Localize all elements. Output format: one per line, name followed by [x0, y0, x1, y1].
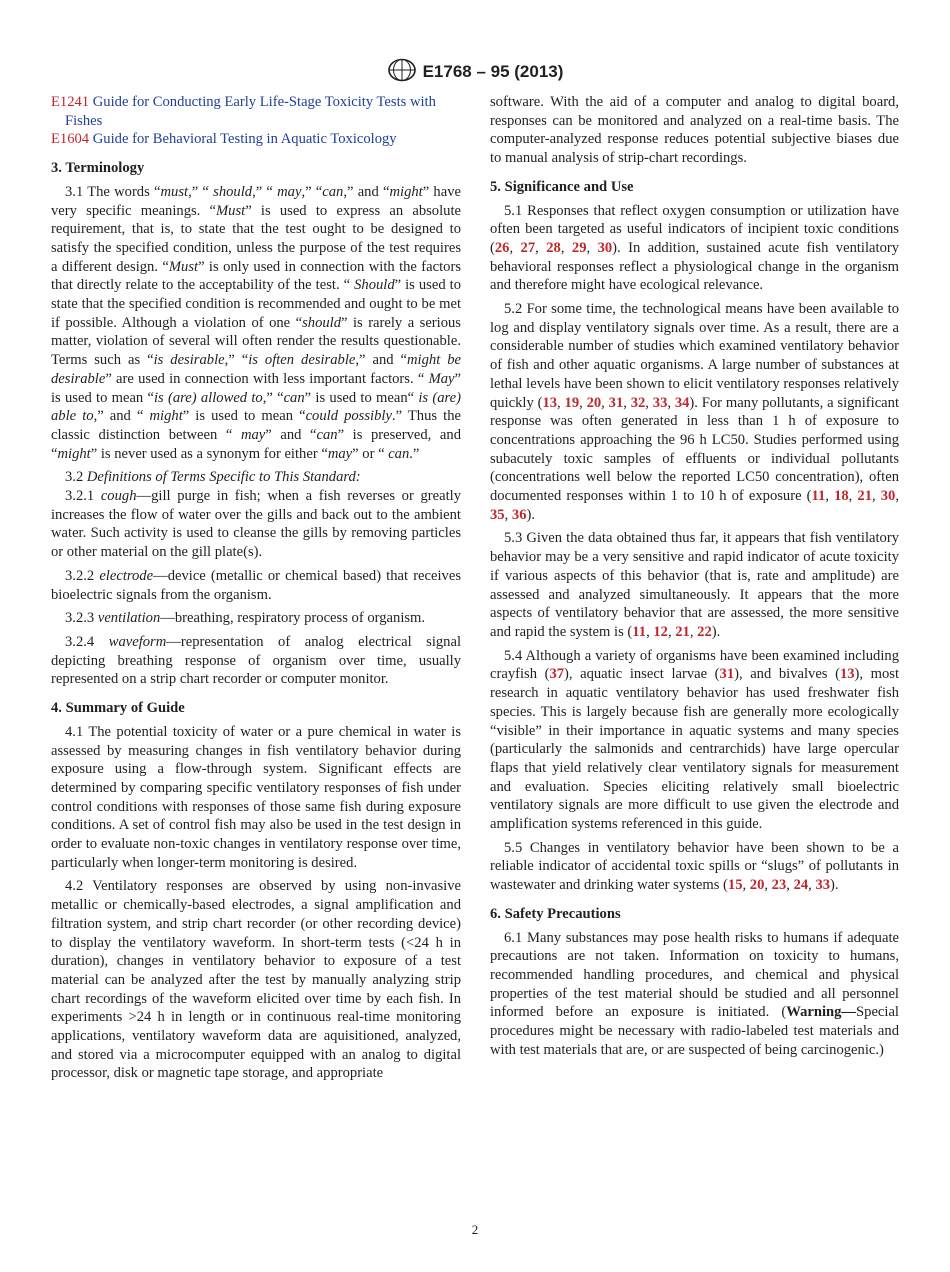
paragraph-5-3: 5.3 Given the data obtained thus far, it appears that fish ventilatory behavior may be a very sensitive and rapid indicator of acute toxicity if various aspects of this behavior (that is, rate and amplitude) are assessed and analyzed simultaneously. It appears that the more aspects of ventilatory behavior that are assessed, the more sensitive and rapid the system is (11, 12, 21, 22). [490, 530, 899, 640]
paragraph-4-2: 4.2 Ventilatory responses are observed by using non-invasive metallic or chemically-based electrodes, a signal amplification and filtration system, and strip chart recorder (or other recording device) to display the ventilatory waveform. In short-term tests (<24 h in duration), changes in ventilatory behavior to exposure of a test material can be analyzed after the test by manually analyzing strip chart recordings of the waveform elicited over time by each fish. In experiments >24 h in length or in continuous real-time monitoring applications, ventilatory waveform data are aquisitioned, analyzed, and stored via a microcomputer equipped with an analog to digital processor, disk or magnetic tape storage, and appropriate [51, 878, 461, 1082]
paragraph-5-1: 5.1 Responses that reflect oxygen consumption or utilization have often been targeted as useful indicators of incipient toxic conditions (26, 27, 28, 29, 30). In addition, sustained acute fish ventilatory behavioral responses reflect a physiological change in the organism and therefore might have ecological relevance. [490, 202, 900, 294]
paragraph-3-1: 3.1 The words “must,” “ should,” “ may,” “can,” and “might” have very specific meanings. “Must” is used to express an absolute requirement, that is, to state that the test ought to be designed to satisfy the specified condition, unless the purpose of the test requires a different design. “Must” is only used in connection with the factors that directly relate to the acceptability of the test. “ Should” is used to state that the specified condition is recommended and ought to be met if possible. Although a violation of one “should” is rarely a serious matter, violation of several will often render the results questionable. Terms such as “is desirable,” “is often desirable,” and “might be desirable” are used in connection with less important factors. “ May” is used to mean “is (are) allowed to,” “can” is used to mean“ is (are) able to,” and “ might” is used to mean “could possibly.” Thus the classic distinction between “ may” and “can” is preserved, and “might” is never used as a synonym for either “may” or “ can.” [51, 183, 462, 462]
section-heading-safety: 6. Safety Precautions [490, 905, 621, 922]
citation-link[interactable]: 35 [490, 506, 505, 523]
citation-link[interactable]: 31 [719, 666, 735, 683]
astm-logo-icon [387, 58, 417, 82]
paragraph-3-2: 3.2 Definitions of Terms Specific to This Standard: [65, 469, 361, 486]
citation-link[interactable]: 21 [857, 488, 872, 505]
citation-link[interactable]: 29 [571, 239, 587, 256]
citation-link[interactable]: 15 [727, 877, 743, 894]
citation-link[interactable]: 27 [520, 239, 536, 256]
citation-link[interactable]: 11 [811, 488, 826, 505]
citation-link[interactable]: 21 [675, 623, 690, 640]
paragraph-4-2-continued: software. With the aid of a computer and analog to digital board, responses can be monitored and analyzed on a real-time basis. The computer-analyzed response reduces potential subjective biases due to manual analysis of strip-chart recordings. [490, 94, 899, 167]
citation-link[interactable]: 19 [564, 394, 580, 411]
citation-link[interactable]: 33 [652, 394, 668, 411]
citation-link[interactable]: 30 [597, 239, 613, 256]
citation-link[interactable]: 36 [511, 506, 527, 523]
citation-link[interactable]: 23 [771, 877, 787, 894]
citation-link[interactable]: 20 [749, 877, 765, 894]
section-heading-summary: 4. Summary of Guide [51, 700, 185, 717]
definition-cough: 3.2.1 cough—gill purge in fish; when a fish reverses or greatly increases the flow of water over the gills and back out to the ambient water. Such activity is used to cleanse the gills by removing particles or other material on the gill plate(s). [51, 488, 461, 561]
paragraph-4-1: 4.1 The potential toxicity of water or a pure chemical in water is assessed by measuring changes in fish ventilatory behavior during exposure using a flow-through system. Significant effects are determined by comparing specific ventilatory responses of fish under control conditions with responses of those same fish during exposure conditions. A set of control fish may also be used in the test design in order to evaluate non-toxic changes in ventilatory response over time, particularly when longer-term monitoring is desired. [51, 723, 461, 871]
citation-link[interactable]: 24 [793, 877, 809, 894]
citation-link[interactable]: 18 [834, 488, 849, 505]
paragraph-5-2: 5.2 For some time, the technological means have been available to log and display ventilatory signals over time. As a result, there are a considerable number of studies which examined ventilatory behavior of fish and other aquatic organisms. A large number of substances at lethal levels have been shown to elicit ventilatory responses relatively quickly (13, 19, 20, 31, 32, 33, 34). For many pollutants, a significant response was often generated in less than 1 h of exposure to concentrations approaching the 96 h LC50. Studies performed using subacutely toxic samples of effluents or individual pollutants (concentrations well below the reported LC50 concentration), often documented responses within 1 to 10 h of exposure (11, 18, 21, 30, 35, 36). [490, 301, 899, 523]
citation-link[interactable]: 13 [839, 666, 855, 683]
reference-e1604 [51, 130, 461, 149]
reference-e1241 [51, 93, 461, 130]
citation-link[interactable]: 22 [697, 623, 712, 640]
citation-link[interactable]: 12 [653, 623, 668, 640]
paragraph-6-1: 6.1 Many substances may pose health risks to humans if adequate precautions are not taken. Information on toxicity to humans, recommended handling procedures, and chemical and physical properties of the test material should be studied and all personnel informed before an exposure is initiated. (Warning—Special procedures might be necessary with radio-labeled test materials and with test materials that are, or are suspected of being carcinogenic.) [490, 929, 899, 1058]
citation-link[interactable]: 28 [546, 239, 561, 256]
citation-link[interactable]: 20 [586, 394, 602, 411]
reference-id-link[interactable]: E1241 [51, 94, 90, 110]
section-heading-terminology: 3. Terminology [51, 160, 145, 177]
citation-link[interactable]: 11 [632, 623, 647, 640]
definition-ventilation: 3.2.3 ventilation—breathing, respiratory process of organism. [65, 610, 426, 627]
citation-link[interactable]: 37 [549, 666, 565, 683]
citation-link[interactable]: 33 [815, 877, 831, 894]
citation-link[interactable]: 34 [674, 394, 690, 411]
reference-title-link[interactable]: Guide for Behavioral Testing in Aquatic Toxicology [92, 131, 397, 148]
page-header [0, 58, 950, 82]
designation: E1768 – 95 (2013) [422, 62, 564, 81]
citation-link[interactable]: 31 [608, 394, 624, 411]
citation-link[interactable]: 13 [542, 394, 558, 411]
definition-electrode: 3.2.2 electrode—device (metallic or chemical based) that receives bioelectric signals from the organism. [51, 567, 461, 603]
paragraph-5-5: 5.5 Changes in ventilatory behavior have been shown to be a reliable indicator of accidental toxic spills or “slugs” of pollutants in wastewater and drinking water systems (15, 20, 23, 24, 33). [490, 839, 899, 894]
citation-link[interactable]: 32 [630, 394, 646, 411]
page-number: 2 [471, 1222, 479, 1237]
definition-waveform: 3.2.4 waveform—representation of analog electrical signal depicting breathing response of organism over time, usually represented on a strip chart recorder or computer monitor. [51, 633, 461, 688]
citation-link[interactable]: 30 [880, 488, 896, 505]
citation-link[interactable]: 26 [494, 239, 510, 256]
paragraph-5-4: 5.4 Although a variety of organisms have been examined including crayfish (37), aquatic insect larvae (31), and bivalves (13), most research in aquatic ventilatory behavior has used freshwater fish species. This is largely because fish are generally more ecologically “visible” in their importance in aquatic systems and many species (particularly the salmonids and centrarchids) have large opercular flaps that yield relatively clear ventilatory signals for measurement and evaluation. Species eliciting relatively small bioelectric ventilatory signals are more difficult to use given the electrode and amplification systems referenced in this guide. [490, 647, 899, 833]
reference-title-link[interactable]: Guide for Conducting Early Life-Stage Toxicity Tests with Fishes [65, 94, 436, 129]
section-heading-significance: 5. Significance and Use [490, 178, 634, 195]
right-column [490, 93, 899, 1059]
warning-label: Warning— [786, 1004, 857, 1021]
left-column [51, 93, 461, 1083]
reference-id-link[interactable]: E1604 [51, 131, 90, 148]
